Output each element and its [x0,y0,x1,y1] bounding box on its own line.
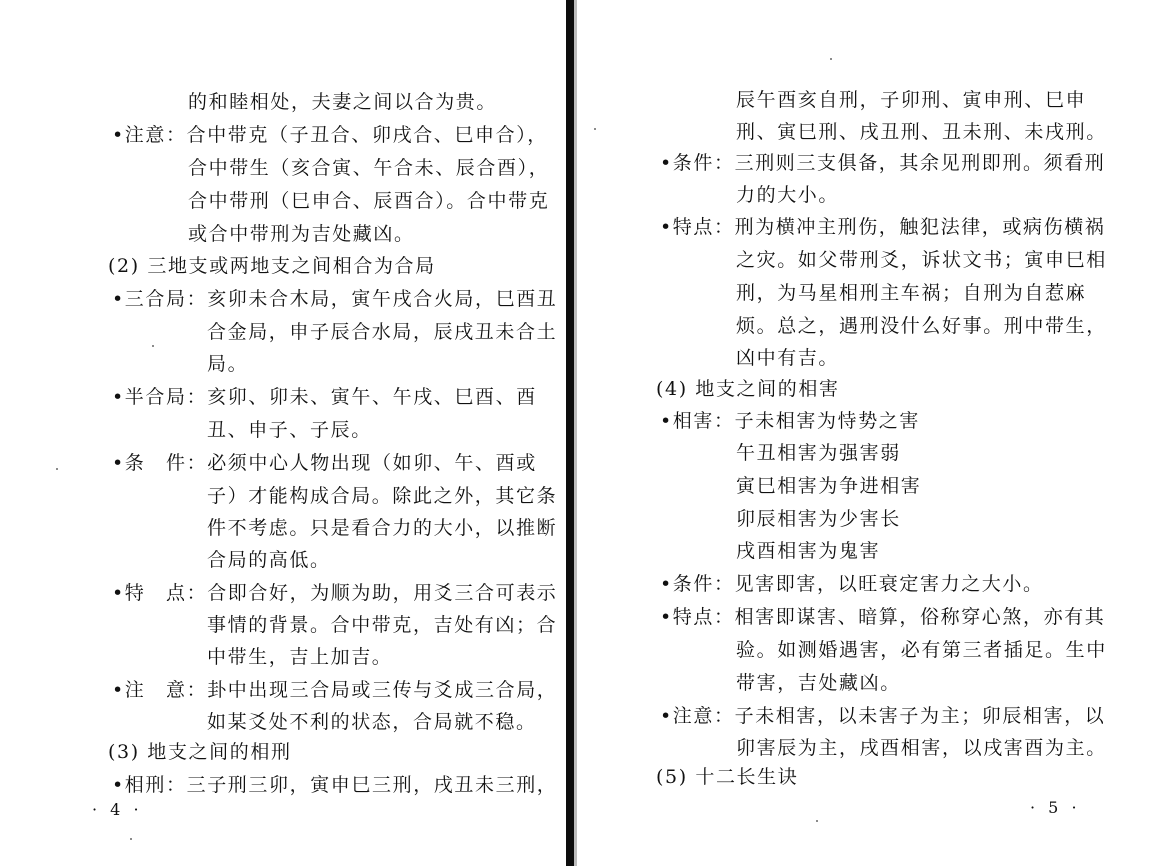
book-spine [566,0,574,866]
text-line: 合金局，申子辰合水局，辰戌丑未合土 [207,321,558,343]
text-line: •条件：见害即害，以旺衰定害力之大小。 [660,573,1044,595]
text-line: •相刑：三子刑三卯，寅申巳三刑，戌丑未三刑， [112,774,558,796]
text-line: •特点：相害即谋害、暗算，俗称穿心煞，亦有其 [660,606,1106,628]
text-line: 合中带生（亥合寅、午合未、辰合酉）， [188,157,550,179]
text-line: 之灾。如父带刑爻，诉状文书；寅申巳相 [736,249,1107,271]
text-line: 局。 [207,353,249,375]
text-line: 合局的高低。 [207,549,331,571]
text-line: 寅巳相害为争进相害 [736,475,922,497]
text-line: •注意：合中带克（子丑合、卯戌合、巳申合）， [112,124,548,146]
text-line: •特 点：合即合好，为顺为助，用爻三合可表示 [112,582,558,604]
text-line: 事情的背景。合中带克，吉处有凶；合 [207,614,558,636]
text-line: 刑，为马星相刑主车祸；自刑为自惹麻 [736,282,1087,304]
text-line: 烦。总之，遇刑没什么好事。刑中带生， [736,315,1107,337]
text-line: •注 意：卦中出现三合局或三传与爻成三合局， [112,679,558,701]
left-page [0,0,566,866]
text-line: 如某爻处不利的状态，合局就不稳。 [207,711,537,733]
text-line: 午丑相害为强害弱 [736,442,901,464]
section-heading: (4) 地支之间的相害 [656,378,840,400]
text-line: •条 件：必须中心人物出现（如卯、午、酉或 [112,452,537,474]
text-line: •条件：三刑则三支俱备，其余见刑即刑。须看刑 [660,152,1106,174]
text-line: •半合局：亥卯、卯未、寅午、午戌、巳酉、酉 [112,386,537,408]
text-line: •相害：子未相害为恃势之害 [660,410,921,432]
text-line: 子）才能构成合局。除此之外，其它条 [207,485,558,507]
text-line: 卯害辰为主，戌酉相害，以戌害酉为主。 [736,737,1107,759]
section-heading: (2) 三地支或两地支之间相合为合局 [108,255,436,277]
text-line: 力的大小。 [736,184,840,206]
text-line: 中带生，吉上加吉。 [207,646,393,668]
text-line: 带害，吉处藏凶。 [736,672,901,694]
text-line: 刑、寅巳刑、戌丑刑、丑未刑、未戌刑。 [736,121,1107,143]
text-line: 合中带刑（巳申合、辰酉合）。合中带克 [188,190,550,212]
text-line: •特点：刑为横冲主刑伤，触犯法律，或病伤横祸 [660,216,1106,238]
section-heading: (3) 地支之间的相刑 [108,741,292,763]
text-line: •三合局：亥卯未合木局，寅午戌合火局，巳酉丑 [112,288,558,310]
text-line: 凶中有吉。 [736,347,840,369]
text-line: 件不考虑。只是看合力的大小，以推断 [207,517,558,539]
text-line: 戌酉相害为鬼害 [736,540,881,562]
page-number: · 5 · [1030,798,1081,817]
text-line: 验。如测婚遇害，必有第三者插足。生中 [736,639,1107,661]
text-line: 丑、申子、子辰。 [207,419,372,441]
text-line: 的和睦相处，夫妻之间以合为贵。 [188,91,498,113]
text-line: 或合中带刑为吉处藏凶。 [188,223,415,245]
page-number: · 4 · [92,800,143,819]
text-line: 辰午酉亥自刑，子卯刑、寅申刑、巳申 [736,89,1087,111]
text-line: 卯辰相害为少害长 [736,508,901,530]
right-page [576,0,1173,866]
section-heading: (5) 十二长生诀 [656,766,799,788]
text-line: •注意：子未相害，以未害子为主；卯辰相害，以 [660,705,1106,727]
